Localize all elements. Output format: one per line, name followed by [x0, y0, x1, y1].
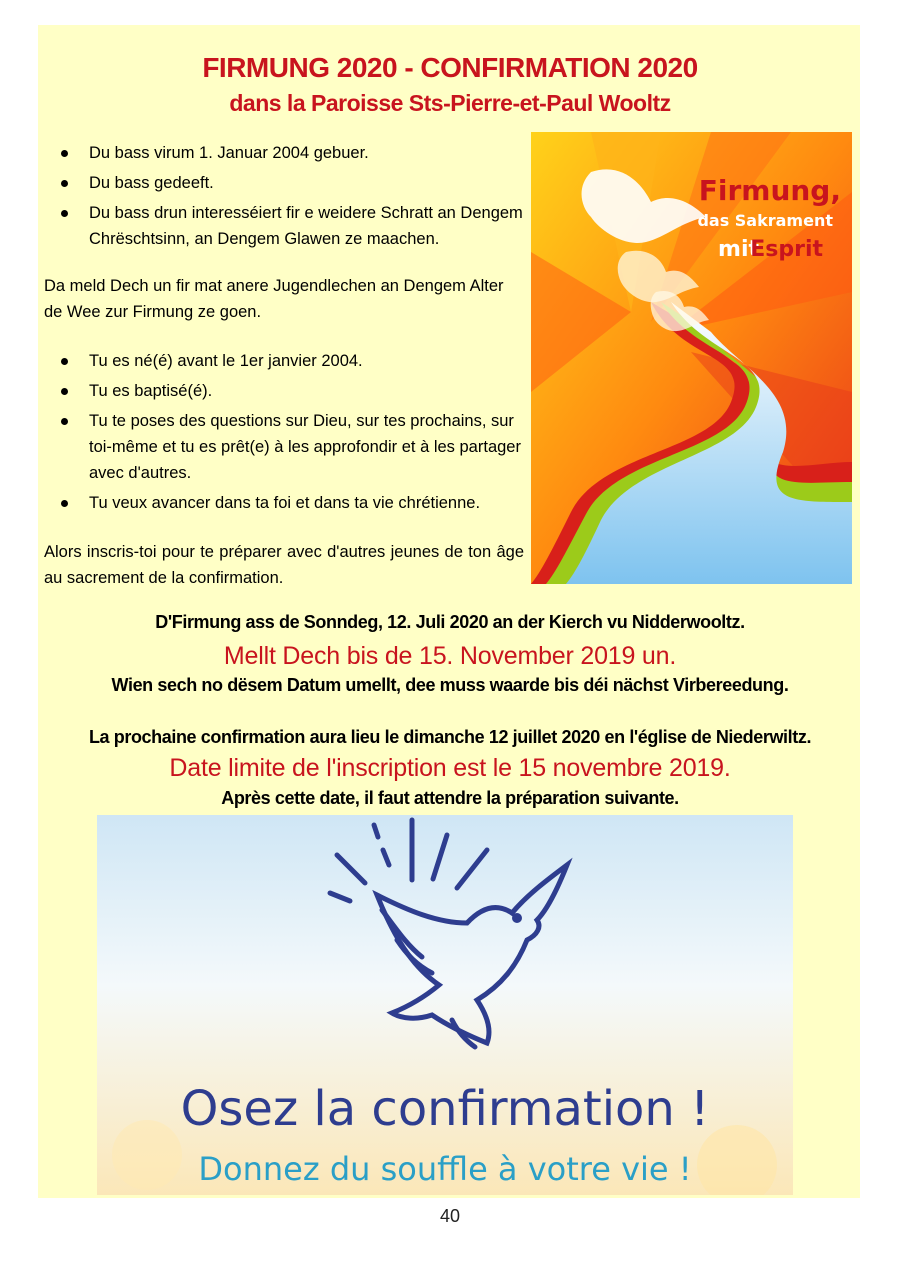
- firmung-poster: [531, 132, 852, 584]
- list-item: Tu te poses des questions sur Dieu, sur tes prochains, sur toi-même et tu es prêt(e) à les approfondir et à les partager avec d'autres.: [55, 408, 525, 486]
- fr-announcement-date: La prochaine confirmation aura lieu le dimanche 12 juillet 2020 en l'église de Niederwiltz.: [88, 727, 812, 747]
- list-item: Du bass virum 1. Januar 2004 gebuer.: [55, 140, 525, 166]
- poster1-line3a: mit: [718, 237, 759, 262]
- page-number: 40: [439, 1206, 461, 1226]
- lux-announcement-deadline: Mellt Dech bis de 15. November 2019 un.: [223, 642, 677, 670]
- lux-paragraph: Da meld Dech un fir mat anere Jugendlechen an Dengem Alter de Wee zur Firmung ze goen.: [44, 277, 504, 321]
- lux-requirements-list: [55, 140, 525, 256]
- list-item: Du bass gedeeft.: [55, 170, 525, 196]
- fr-paragraph: Alors inscris-toi pour te préparer avec d'autres jeunes de ton âge au sacrement de la confirmation.: [44, 543, 524, 587]
- osez-tagline: Donnez du souffle à votre vie !: [198, 1150, 692, 1188]
- page-title: FIRMUNG 2020 - CONFIRMATION 2020: [202, 52, 698, 83]
- fr-announcement-deadline: Date limite de l'inscription est le 15 novembre 2019.: [169, 754, 731, 782]
- poster1-line2: das Sakrament: [697, 211, 833, 230]
- lux-announcement-note: Wien sech no dësem Datum umellt, dee muss waarde bis déi nächst Virbereedung.: [111, 675, 789, 695]
- list-item: Tu es né(é) avant le 1er janvier 2004.: [55, 348, 525, 374]
- list-item: Du bass drun interesséiert fir e weidere Schratt an Dengem Chrëschtsinn, an Dengem Glawen ze maachen.: [55, 200, 525, 252]
- osez-poster-art: [97, 815, 793, 1195]
- lux-announcement-date: D'Firmung ass de Sonndeg, 12. Juli 2020 an der Kierch vu Nidderwooltz.: [155, 612, 745, 632]
- poster1-line3b: Esprit: [750, 237, 823, 262]
- fr-requirements-list: [55, 348, 525, 520]
- firmung-poster-art: [531, 132, 852, 584]
- fr-announcement-note: Après cette date, il faut attendre la préparation suivante.: [221, 788, 679, 808]
- osez-headline: Osez la confirmation !: [180, 1081, 710, 1137]
- poster1-line1: Firmung,: [698, 174, 841, 207]
- page-subtitle: dans la Paroisse Sts-Pierre-et-Paul Wooltz: [229, 90, 671, 116]
- list-item: Tu veux avancer dans ta foi et dans ta vie chrétienne.: [55, 490, 525, 516]
- osez-poster: [97, 815, 793, 1195]
- list-item: Tu es baptisé(é).: [55, 378, 525, 404]
